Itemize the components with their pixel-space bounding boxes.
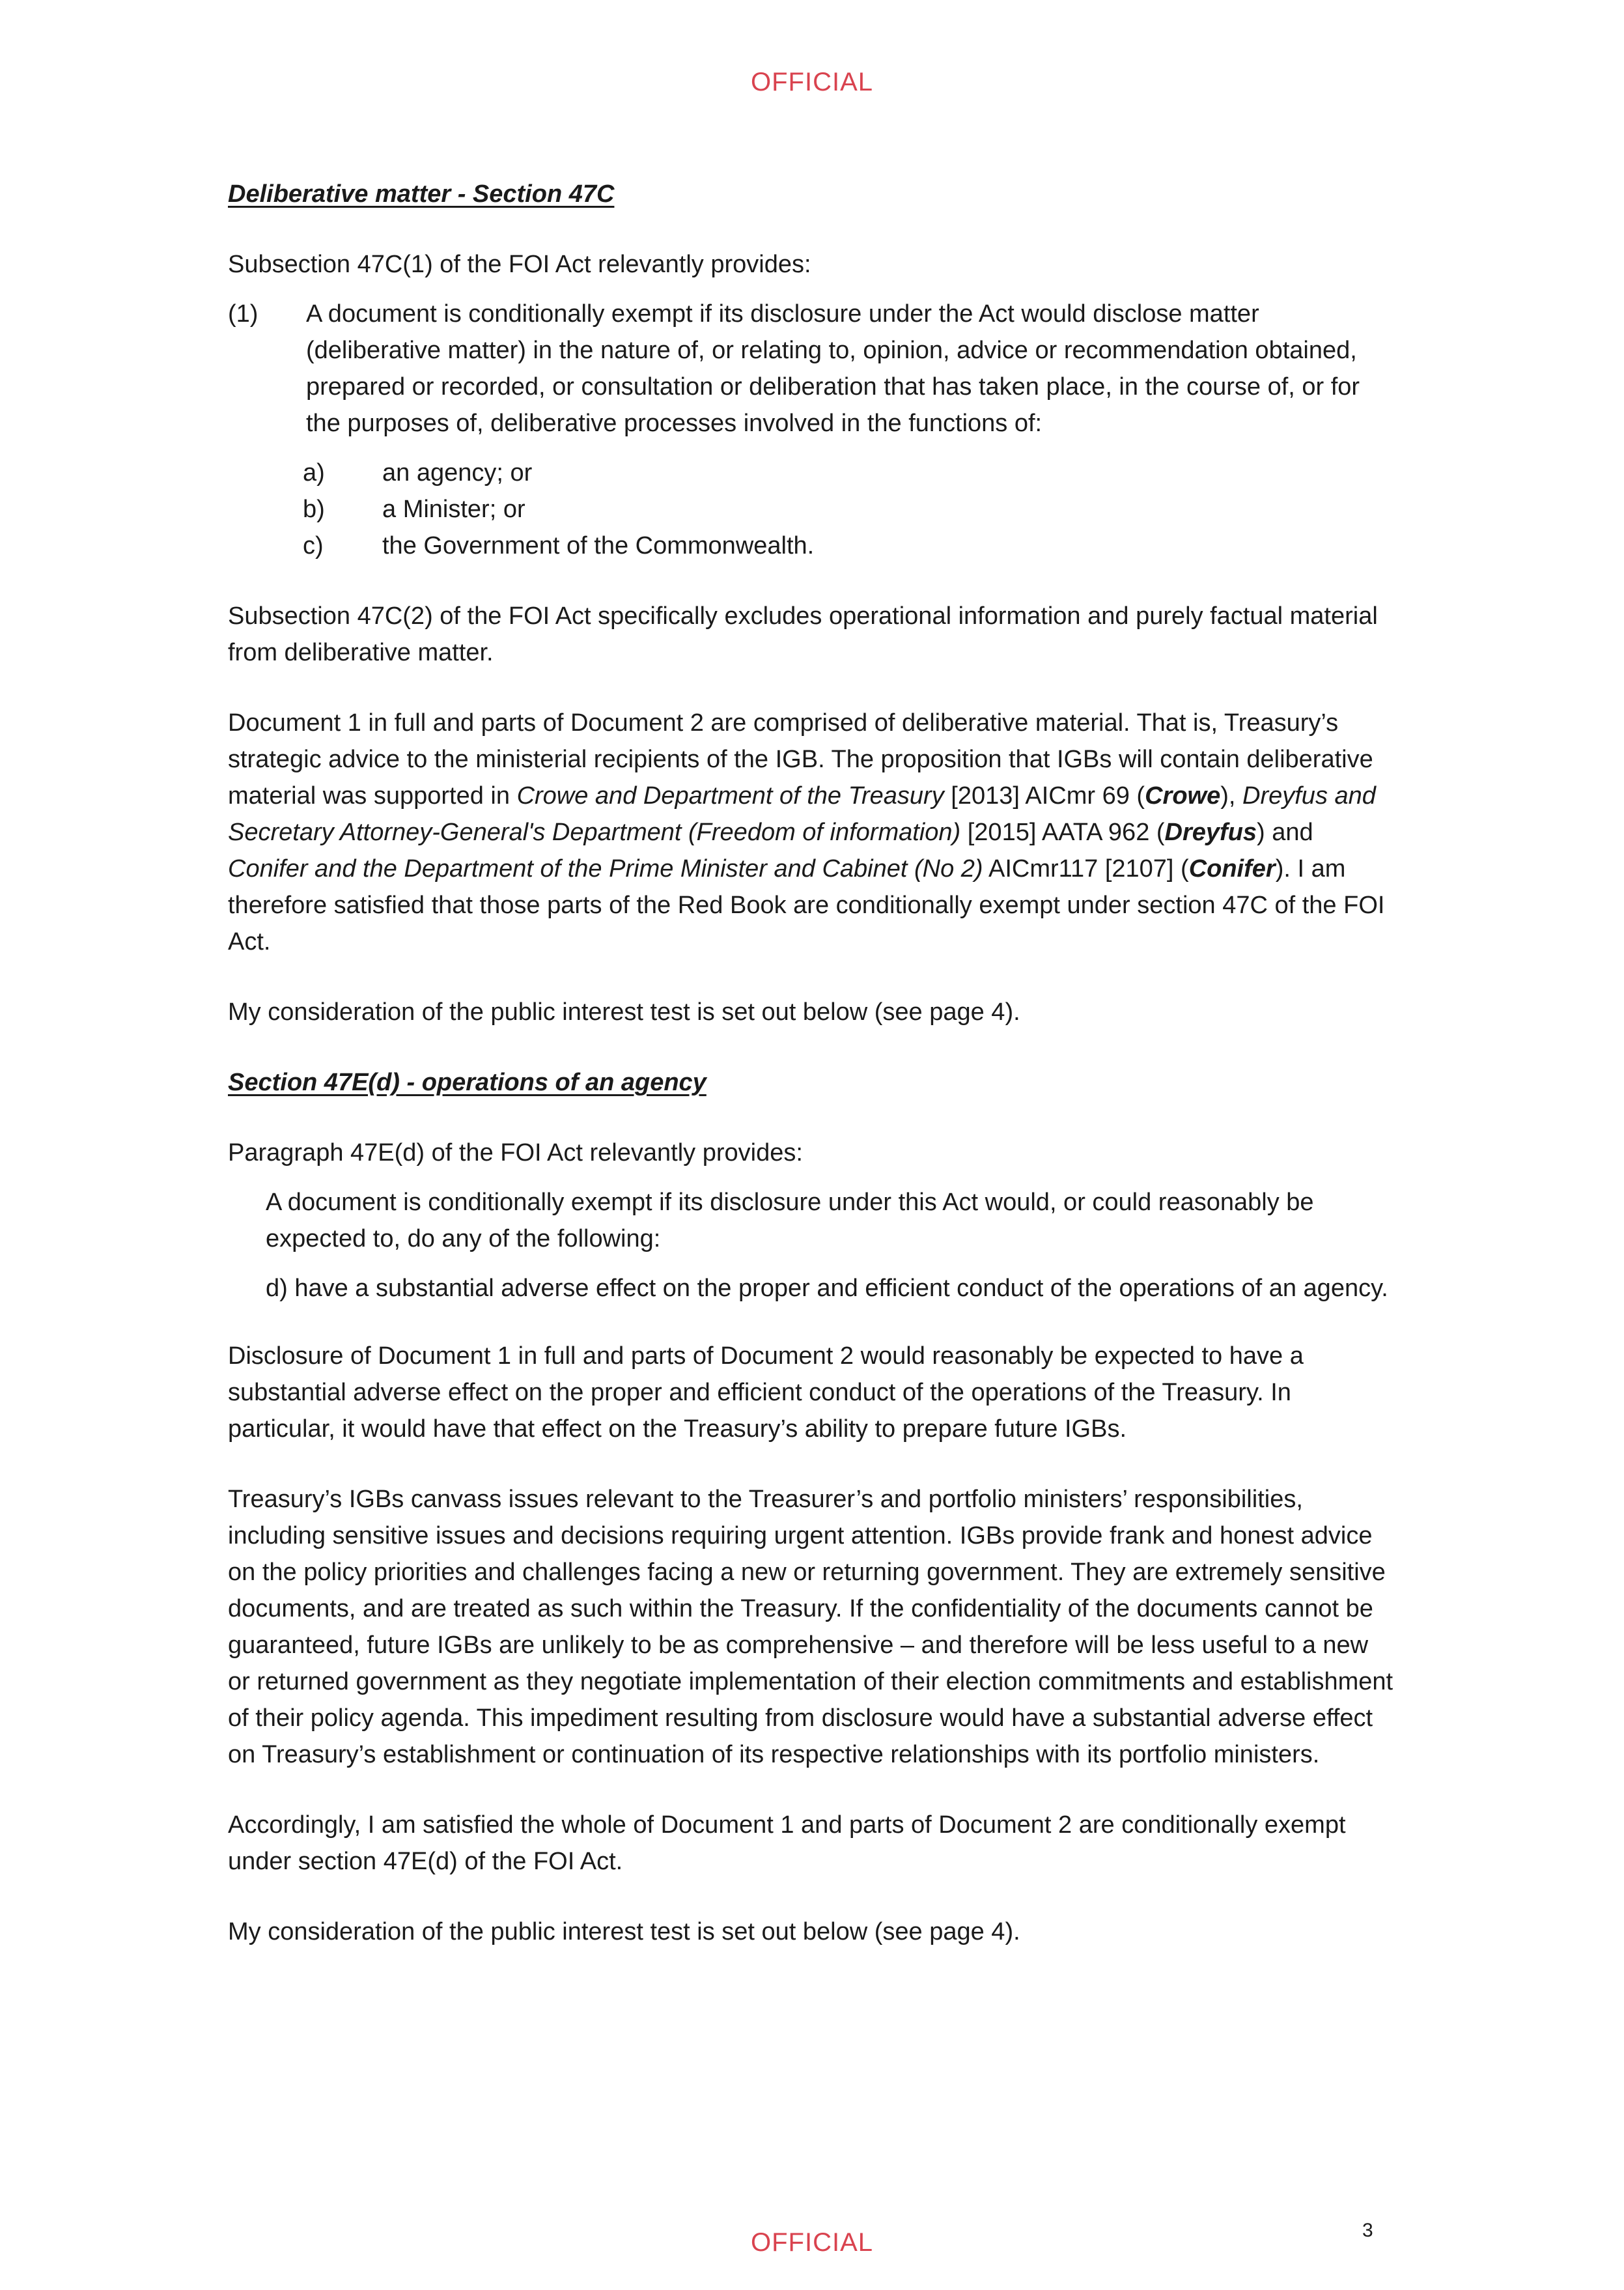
section-47e-heading: Section 47E(d) - operations of an agency (228, 1069, 707, 1096)
section-47c-analysis (228, 705, 1393, 960)
list-item-text: the Government of the Commonwealth. (382, 532, 815, 559)
list-item (228, 455, 1393, 491)
section-47e-quote-d: d) have a substantial adverse effect on the proper and efficient conduct of the operations of an agency. (266, 1275, 1388, 1302)
list-item-text: a Minister; or (382, 496, 525, 523)
case-short-name: Conifer (1188, 855, 1276, 883)
section-47e-para-2: Treasury’s IGBs canvass issues relevant to the Treasurer’s and portfolio ministers’ responsibilities, including sensitive issues and decisions requiring urgent attention. IGBs provide frank and honest advice on the policy priorities and challenges facing a new or returning government. They are extremely sensitive documents, and are treated as such within the Treasury. If the confidentiality of the documents cannot be guaranteed, future IGBs are unlikely to be as comprehensive – and therefore will be less useful to a new or returned government as they negotiate implementation of their election commitments and establishment of their policy agenda. This impediment resulting from disclosure would have a substantial adverse effect on Treasury’s establishment or continuation of its respective relationships with its portfolio ministers. (228, 1486, 1393, 1768)
case-short-name: Dreyfus (1164, 819, 1257, 846)
analysis-text: ) and (1257, 819, 1313, 846)
list-item (228, 528, 1393, 564)
section-47e-quote: A document is conditionally exempt if its disclosure under this Act would, or could reasonably be expected to, do any of the following: (266, 1189, 1314, 1252)
page-number: 3 (1362, 2220, 1373, 2241)
case-short-name: Crowe (1145, 782, 1221, 810)
security-marking-bottom: OFFICIAL (750, 2228, 874, 2257)
security-marking-top: OFFICIAL (750, 68, 874, 96)
section-47e-para-1: Disclosure of Document 1 in full and parts of Document 2 would reasonably be expected to have a substantial adverse effect on the proper and efficient conduct of the operations of the Treasury. In particular, it would have that effect on the Treasury’s ability to prepare future IGBs. (228, 1342, 1304, 1443)
list-item-label: c) (303, 532, 324, 559)
clause-number: (1) (228, 300, 259, 328)
case-citation-conifer: Conifer and the Department of the Prime Minister and Cabinet (No 2) (228, 855, 983, 883)
section-47e-para-3: Accordingly, I am satisfied the whole of Document 1 and parts of Document 2 are conditionally exempt under section 47E(d) of the FOI Act. (228, 1811, 1346, 1875)
list-item-label: b) (303, 496, 325, 523)
list-item-text: an agency; or (382, 459, 533, 487)
section-47c-intro: Subsection 47C(1) of the FOI Act relevantly provides: (228, 251, 811, 278)
analysis-text: AICmr117 [2107] ( (983, 855, 1189, 883)
list-item (228, 491, 1393, 528)
case-citation-crowe: Crowe and Department of the Treasury (516, 782, 944, 810)
section-47c-heading: Deliberative matter - Section 47C (228, 180, 615, 208)
page-body (228, 176, 1393, 1950)
analysis-text: [2013] AICmr 69 ( (944, 782, 1145, 810)
section-47c-public-interest: My consideration of the public interest test is set out below (see page 4). (228, 998, 1020, 1026)
analysis-text: ), (1220, 782, 1243, 810)
list-item-label: a) (303, 459, 325, 487)
section-47c-exclusion: Subsection 47C(2) of the FOI Act specifically excludes operational information and purely factual material from deliberative matter. (228, 602, 1378, 666)
analysis-text: Document 1 in full and parts of Document 2 are comprised of deliberative material. That is, Treasury’s strategic advice to the ministerial recipients of the IGB. The proposition that IGBs will contain deliberative material was supported in (228, 709, 1373, 810)
section-47e-intro: Paragraph 47E(d) of the FOI Act relevantly provides: (228, 1139, 803, 1166)
clause-text: A document is conditionally exempt if its disclosure under the Act would disclose matter (deliberative matter) in the nature of, or relating to, opinion, advice or recommendation obtained, prepared or recorded, or consultation or deliberation that has taken place, in the course of, or for the purposes of, deliberative processes involved in the functions of: (306, 300, 1360, 437)
section-47c-clause (228, 296, 1393, 442)
analysis-text: ). I am therefore satisfied that those parts of the Red Book are conditionally exempt under section 47C of the FOI Act. (228, 855, 1385, 955)
analysis-text: [2015] AATA 962 ( (960, 819, 1165, 846)
section-47e-public-interest: My consideration of the public interest test is set out below (see page 4). (228, 1918, 1020, 1945)
case-citation-dreyfus: Dreyfus and Secretary Attorney-General's Department (Freedom of information) (228, 782, 1376, 846)
